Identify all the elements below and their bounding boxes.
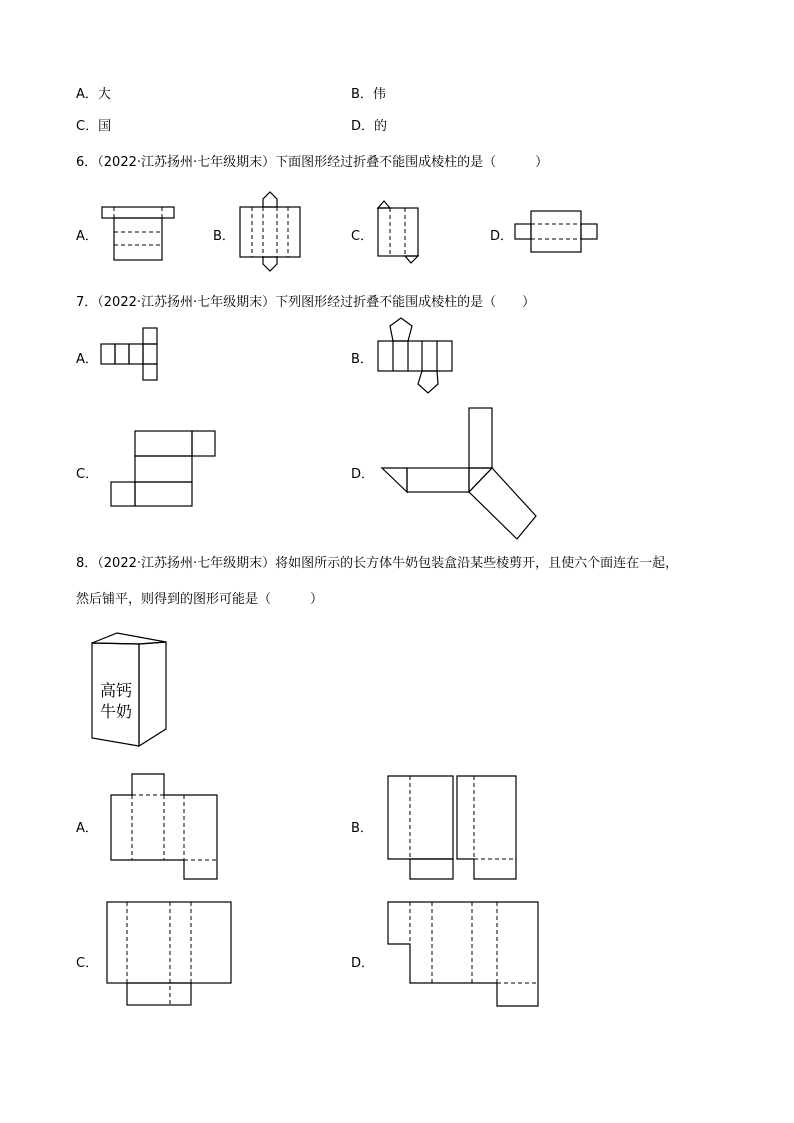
q6-label-a: A． (76, 229, 98, 244)
q7-label-c: C． (76, 467, 99, 482)
q8-label-d: D． (351, 956, 375, 971)
q5-option-d: D．的 (351, 119, 388, 134)
q8-stem-line1: 8．（2022·江苏扬州·七年级期末）将如图所示的长方体牛奶包装盒沿某些棱剪开，且使六个面连在一起， (76, 556, 679, 571)
q5-option-b: B．伟 (351, 87, 386, 102)
q5-option-c: C．国 (76, 119, 112, 134)
q6-label-d: D． (490, 229, 514, 244)
carton-text-line1: 高钙 (100, 681, 133, 700)
q6-label-c: C． (351, 229, 374, 244)
q7-label-b: B． (351, 352, 373, 367)
q5-option-a: A．大 (76, 87, 111, 102)
q6-label-b: B． (213, 229, 235, 244)
q7-stem: 7．（2022·江苏扬州·七年级期末）下列图形经过折叠不能围成棱柱的是（ ） (76, 295, 536, 310)
q8-label-b: B． (351, 821, 373, 836)
q8-label-a: A． (76, 821, 98, 836)
q8-stem-line2: 然后铺平，则得到的图形可能是（ ） (76, 592, 324, 607)
q6-stem: 6．（2022·江苏扬州·七年级期末）下面图形经过折叠不能围成棱柱的是（ ） (76, 155, 549, 170)
carton-text-line2: 牛奶 (100, 702, 133, 721)
q8-label-c: C． (76, 956, 99, 971)
q7-label-d: D． (351, 467, 375, 482)
q7-label-a: A． (76, 352, 98, 367)
